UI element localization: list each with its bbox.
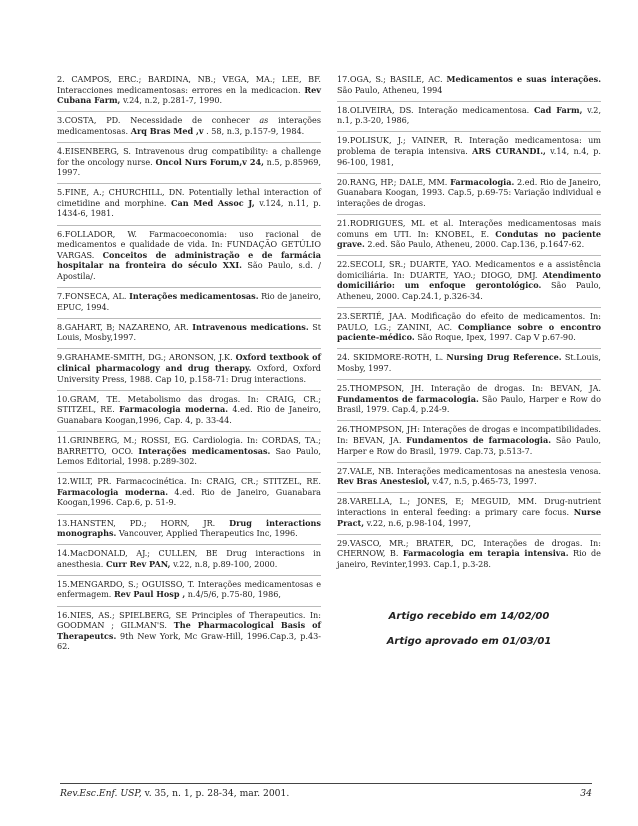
reference-title: Farmacologia. (450, 176, 515, 187)
reference-text: interações medicamentosas. (57, 115, 321, 136)
reference-text: 8.GAHART, B; NAZARENO, AR. (57, 321, 193, 332)
reference-text: 9th New York, Mc Graw-Hill, 1996.Cap.3, p.43-62. (57, 630, 321, 652)
reference-text: 27.VALE, NB. Interações medicamentosas na anestesia venosa. (337, 465, 601, 476)
footer-journal: Rev.Esc.Enf. USP, (60, 788, 142, 799)
reference-text: 5.FINE, A.; CHURCHILL, DN. Potentially lethal interaction of cimetidine and morphine. (57, 187, 321, 208)
reference-text: 2.ed. São Paulo, Atheneu, 2000. Cap.136, p.1647-62. (364, 239, 585, 250)
reference-text: 28.VARELLA, L.; JONES, E; MEGUID, MM. Drug-nutrient interactions in enteral feeding: a primary care focus. (337, 496, 601, 517)
reference-text: Vancouver, Applied Therapeutics Inc, 1996. (116, 528, 298, 539)
reference-text: 11.GRINBERG, M.; ROSSI, EG. Cardiologia. In: CORDAS, TA.; BARRETTO, OCO. (57, 434, 321, 456)
reference-text: St Louis, Mosby,1997. (57, 321, 322, 343)
reference-item (337, 131, 601, 167)
reference-text: 10.GRAM, TE. Metabolismo das drogas. In: CRAIG, CR.; STITZEL, RE. (57, 393, 321, 415)
reference-item (337, 534, 601, 570)
reference-text: St.Louis, Mosby, 1997. (337, 352, 602, 373)
reference-text: 26.THOMPSON, JH: Interações de drogas e incompatibilidades. In: BEVAN, JA. (337, 424, 601, 445)
reference-text: v.22, n.8, p.89-100, 2000. (170, 558, 278, 569)
reference-text: São Paulo, s.d. / Apostila/. (57, 260, 321, 281)
reference-text: 4.EISENBERG, S. Intravenous drug compatibility: a challenge for the oncology nurse. (57, 145, 321, 167)
footer-citation: v. 35, n. 1, p. 28-34, mar. 2001. (141, 788, 290, 799)
reference-text: Rio de janeiro, Revinter,1993. Cap.1, p.3-28. (337, 548, 601, 569)
reference-text: Rio de janeiro, EPUC, 1994. (57, 291, 322, 312)
reference-text: 17.OGA, S.; BASILE, AC. (337, 74, 447, 84)
reference-text: as (259, 115, 269, 126)
reference-item (57, 318, 321, 343)
reference-title: Interações medicamentosas. (129, 291, 259, 301)
references-left-column (57, 74, 321, 657)
reference-item (57, 431, 321, 467)
reference-title: Atendimento domiciliário: um enfoque gerontológico. (337, 269, 601, 291)
reference-title: Nurse Pract, (337, 506, 601, 528)
reference-title: Cad Farm, (533, 104, 583, 115)
reference-text: 24. SKIDMORE-ROTH, L. (337, 352, 447, 363)
received-note: Artigo recebido em 14/02/00 (388, 611, 550, 622)
reference-text: . 58, n.3, p.157-9, 1984. (203, 125, 305, 136)
reference-item (337, 420, 601, 456)
reference-text: São Roque, Ipex, 1997. Cap V p.67-90. (414, 332, 576, 343)
reference-title: Condutas no paciente grave. (337, 228, 601, 250)
reference-text: 14.MacDONALD, AJ.; CULLEN, BE Drug interactions in anesthesia. (57, 548, 321, 569)
reference-text: 6.FOLLADOR, W. Farmacoeconomia: uso racional de medicamentos e qualidade de vida. In: FUNDAÇÃO GETÚLIO VARGAS. (57, 228, 321, 260)
reference-title: Curr Rev PAN, (105, 558, 171, 569)
reference-text: v.24, n.2, p.281-7, 1990. (120, 95, 223, 106)
reference-text: 19.POLISUK, J.; VAINER, R. Interação medicamentosa: um problema de terapia intensiva. (337, 135, 601, 156)
reference-title: Interações medicamentosas. (138, 445, 271, 456)
reference-item (337, 101, 601, 126)
reference-title: Farmacologia em terapia intensiva. (402, 548, 569, 559)
references-right-column (337, 74, 601, 575)
reference-text: v.14, n.4, p. 96-100, 1981, (337, 145, 601, 167)
reference-text: 4.ed. Rio de Janeiro, Guanabara Koogan,1996. Cap.6, p. 51-9. (57, 486, 322, 508)
reference-text: 21.RODRIGUES, ML et al. Interações medicamentosas mais comuns em UTI. In: KNOBEL, E. (337, 217, 601, 239)
reference-text: 2. CAMPOS, ERC.; BARDINA, NB.; VEGA, MA.; LEE, BF. Interacciones medicamentosas: errores en la medicacion. (57, 74, 321, 95)
reference-text: v.47, n.5, p.465-73, 1997. (429, 476, 537, 487)
reference-item (337, 255, 601, 301)
reference-text: São Paulo, Atheneu, 2000. Cap.24.1, p.326-34. (337, 280, 602, 301)
reference-title: Rev Cubana Farm, (57, 84, 321, 106)
reference-title: Nursing Drug Reference. (446, 352, 562, 363)
reference-item (337, 74, 601, 95)
reference-text: 7.FONSECA, AL. (57, 291, 130, 301)
reference-title: Farmacologia moderna. (119, 404, 229, 415)
reference-item (337, 348, 601, 373)
reference-text: 16.NIES, AS.; SPIELBERG, SE Principles of Therapeutics. In: GOODMAN ; GILMAN'S. (57, 609, 321, 631)
reference-item (57, 348, 321, 384)
reference-item (337, 173, 601, 209)
reference-title: Fundamentos de farmacologia. (337, 393, 479, 404)
reference-text: 22.SECOLI, SR.; DUARTE, YAO. Medicamentos e a assistência domiciliária. In: DUARTE, YAO.; DIOGO, DMJ. (337, 259, 601, 280)
reference-item (337, 214, 601, 250)
reference-title: Conceitos de administração e de farmácia hospitalar na fronteira do século XXI. (57, 249, 321, 271)
reference-text: 29.VASCO, MR.; BRATER, DC, Interações de drogas. In: CHERNOW, B. (337, 537, 601, 559)
reference-title: Rev Paul Hosp , (113, 589, 186, 600)
reference-item (337, 492, 601, 528)
reference-text: São Paulo, Atheneu, 1994 (337, 84, 443, 95)
reference-title: Arq Bras Med ,v (130, 125, 204, 136)
reference-text: 13.HANSTEN, PD.; HORN, JR. (57, 517, 230, 528)
reference-item (57, 142, 321, 178)
page-footer (60, 783, 592, 799)
reference-item (57, 390, 321, 426)
reference-title: Rev Bras Anestesiol, (337, 476, 430, 487)
page-number: 34 (580, 788, 592, 799)
reference-item (57, 183, 321, 219)
reference-text: 20.RANG, HP.; DALE, MM. (337, 176, 451, 187)
reference-text: 18.OLIVEIRA, DS. Interação medicamentosa. (337, 104, 534, 115)
reference-text: Sao Paulo, Lemos Editorial, 1998. p.289-302. (57, 445, 322, 467)
reference-text: 25.THOMPSON, JH. Interação de drogas. In: BEVAN, JA. (337, 383, 601, 394)
reference-title: Can Med Assoc J, (171, 197, 255, 208)
reference-item (57, 606, 321, 652)
reference-item (57, 287, 321, 312)
reference-text: v.22, n.6, p.98-104, 1997, (364, 517, 471, 528)
reference-title: Medicamentos e suas interações. (446, 74, 602, 84)
reference-text: 23.SERTIÉ, JAA. Modificação do efeito de medicamentos. In: PAULO, LG.; ZANINI, AC. (337, 311, 601, 332)
reference-item (57, 225, 321, 282)
reference-text: v.124, n.11, p. 1434-6, 1981. (57, 197, 321, 219)
reference-text: São Paulo, Harper e Row do Brasil, 1979. Cap.4, p.24-9. (337, 393, 601, 415)
reference-title: Farmacologia moderna. (57, 486, 169, 497)
reference-text: 4.ed. Rio de Janeiro, Guanabara Koogan,1996, Cap. 4, p. 33-44. (57, 404, 322, 425)
reference-text: 3.COSTA, PD. Necessidade de conhecer (57, 115, 260, 126)
reference-item (57, 74, 321, 106)
reference-title: Drug interactions monographs. (57, 517, 321, 539)
reference-text: 9.GRAHAME-SMITH, DG.; ARONSON, J.K. (57, 352, 236, 363)
reference-text: São Paulo, Harper e Row do Brasil, 1979. Cap.73, p.513-7. (337, 434, 601, 456)
reference-text: 15.MENGARDO, S.; OGUISSO, T. Interações medicamentosas e enfermagem. (57, 578, 321, 600)
reference-item (337, 379, 601, 415)
reference-text: n.5, p.85969, 1997. (57, 156, 321, 178)
reference-item (337, 462, 601, 487)
reference-text: 2.ed. Rio de Janeiro, Guanabara Koogan, 1993. Cap.5, p.69-75: Variação individual e interações de drogas. (337, 176, 601, 208)
reference-text: v.2, n.1, p.3-20, 1986, (337, 104, 602, 126)
reference-item (57, 111, 321, 136)
reference-text: Oxford, Oxford University Press, 1988. Cap 10, p.158-71: Drug interactions. (57, 362, 321, 384)
reference-title: ARS CURANDI., (472, 145, 546, 156)
reference-title: Oxford textbook of clinical pharmacology and drug therapy. (57, 352, 321, 373)
reference-item (57, 514, 321, 539)
reference-title: Compliance sobre o encontro paciente-médico. (337, 321, 602, 343)
reference-text: 12.WILT, PR. Farmacocinética. In: CRAIG, CR.; STITZEL, RE. (57, 476, 321, 487)
reference-item (57, 472, 321, 508)
reference-item (57, 544, 321, 569)
approved-note: Artigo aprovado em 01/03/01 (386, 636, 552, 647)
reference-item (337, 307, 601, 343)
reference-title: Intravenous medications. (192, 321, 309, 332)
reference-item (57, 575, 321, 600)
reference-title: Oncol Nurs Forum,v 24, (155, 156, 264, 167)
reference-text: n.4/5/6, p.75-80, 1986, (185, 589, 281, 600)
reference-title: Fundamentos de farmacologia. (406, 434, 552, 445)
reference-title: The Pharmacological Basis of Therapeutcs. (57, 620, 321, 641)
